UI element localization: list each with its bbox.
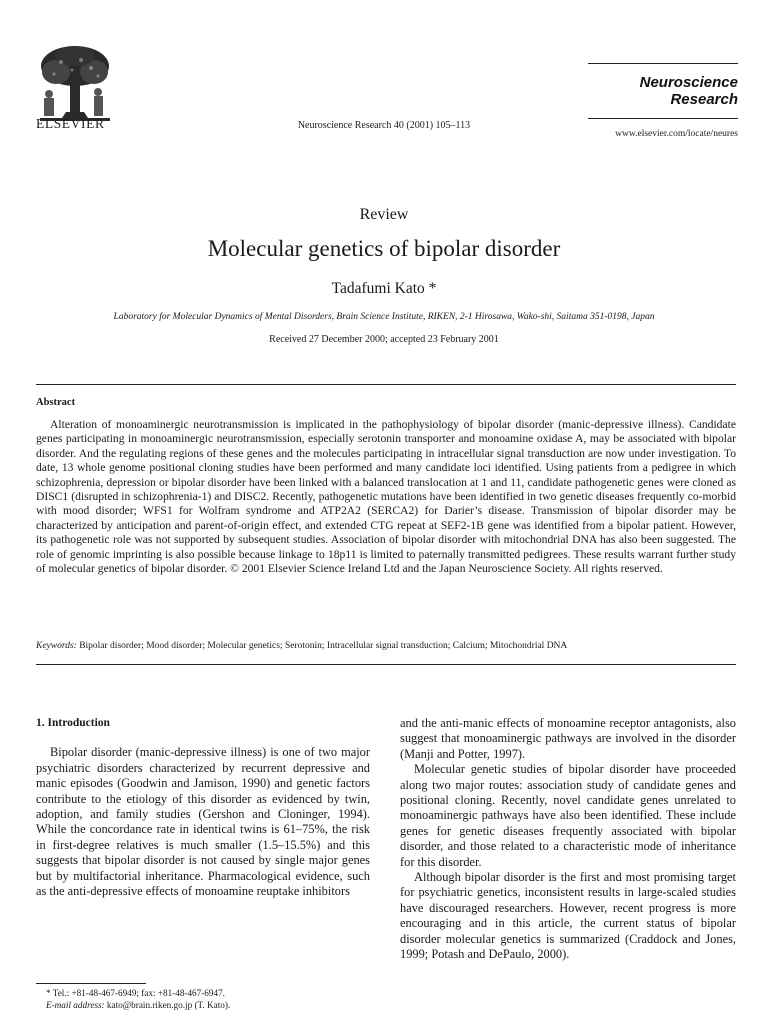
body-column-right (400, 716, 736, 963)
abstract-heading: Abstract (36, 397, 76, 408)
email-label: E-mail address: (46, 1000, 105, 1011)
received-accepted-dates: Received 27 December 2000; accepted 23 February 2001 (269, 334, 499, 345)
journal-brand-rule-top (588, 63, 738, 64)
keywords-list: Bipolar disorder; Mood disorder; Molecular genetics; Serotonin; Intracellular signal transduction; Calcium; Mitochondrial DNA (79, 641, 568, 651)
keywords-line (36, 641, 736, 651)
author-affiliation: Laboratory for Molecular Dynamics of Mental Disorders, Brain Science Institute, RIKEN, 2-1 Hirosawa, Wako-shi, Saitama 351-0198, Japan (113, 312, 655, 322)
footnote-phone-fax: * Tel.: +81-48-467-6949; fax: +81-48-467-6947. (46, 988, 225, 998)
footnote-email-line (36, 999, 370, 1011)
body-column-left (36, 716, 370, 899)
journal-citation: Neuroscience Research 40 (2001) 105–113 (297, 120, 471, 131)
corresponding-author-footnote (36, 987, 370, 1012)
journal-brand (588, 74, 738, 108)
abstract-text: Alteration of monoaminergic neurotransmission is implicated in the pathophysiology of bipolar disorder (manic-depressive illness). Candidate genes participating in monoaminergic neurotransmission, especially serotonin transporter and monoamine oxidase A, may be associated with bipolar disorder. And the regulating regions of these genes and the molecules participating in intracellular signal transduction are now under investigation. To date, 13 whole genome positional cloning studies have been performed and many candidate loci identified. Using patients from a pedigree in which schizophrenia, depression or bipolar disorder have been linked with a balanced translocation at 1 and 11, candidate pathogenetic genes were cloned as DISC1 (disrupted in schizophrenia-1) and DISC2. Recently, pathogenetic mutations have been identified in two genetic diseases frequently co-morbid with mood disorder; WFS1 for Wolfram syndrome and ATP2A2 (SERCA2) for Darier’s disease. Transmission of bipolar disorder may be characterized by anticipation and parent-of-origin effect, and extended CTG repeat at SEF2-1B gene was identified from a bipolar patient. However, its pathogenetic role was not supported by subsequent studies. Association of bipolar disorder with mitochondrial DNA has also been suggested. The role of genomic imprinting is also possible because linkage to 18p11 is limited to paternally transmitted pedigrees. These results warrant further study of molecular genetics of bipolar disorder. © 2001 Elsevier Science Ireland Ltd and the Japan Neuroscience Society. All rights reserved. (36, 418, 736, 576)
footnote-rule (36, 983, 146, 984)
introduction-paragraph-3: Although bipolar disorder is the first and most promising target for psychiatric genetics, inconsistent results in large-scaled studies have discouraged researchers. However, recent progress is more encouraging and in this article, the current status of bipolar disorder molecular genetics is summarized (Craddock and Jones, 1999; Potash and DePaulo, 2000). (400, 870, 736, 962)
article-type: Review (359, 206, 409, 223)
journal-url[interactable]: www.elsevier.com/locate/neures (615, 129, 738, 139)
introduction-heading: 1. Introduction (36, 717, 110, 729)
introduction-paragraph-1: Bipolar disorder (manic-depressive illness) is one of two major psychiatric disorders characterized by recurrent depressive and manic episodes (Goodwin and Jamison, 1990) and genetic factors contribute to the etiology of this disorder as evidenced by twin, adoption, and family studies (Gershon and Cloninger, 1994). While the concordance rate in identical twins is 61–75%, the risk in first-degree relatives is much smaller (1.5–15.5%) and this suggests that bipolar disorder is not caused by single major genes but by multifactorial inheritance. Pharmacological evidence, such as the anti-depressive effects of monoamine reuptake inhibitors (36, 745, 370, 899)
author-name: Tadafumi Kato * (331, 280, 437, 297)
article-title: Molecular genetics of bipolar disorder (207, 236, 561, 261)
abstract-bottom-rule (36, 664, 736, 665)
journal-brand-line-1: Neuroscience (639, 74, 738, 91)
journal-brand-rule-bottom (588, 118, 738, 119)
journal-brand-line-2: Research (670, 91, 738, 108)
keywords-label: Keywords: (36, 641, 77, 651)
publisher-name: ELSEVIER (36, 116, 105, 131)
introduction-paragraph-2: Molecular genetic studies of bipolar disorder have proceeded along two major routes: association study of candidate genes and positional cloning. Recently, novel candidate genes unrelated to monoaminergic pathways have also been identified. These include genes for genetic diseases frequently associated with bipolar disorder, and those related to a characteristic mode of inheritance for this disorder. (400, 762, 736, 869)
introduction-paragraph-1-continued: and the anti-manic effects of monoamine receptor antagonists, also suggest that monoaminergic pathways are involved in the disorder (Manji and Potter, 1997). (400, 716, 736, 761)
email-address[interactable]: kato@brain.riken.go.jp (T. Kato). (106, 1000, 231, 1011)
abstract-top-rule (36, 384, 736, 385)
